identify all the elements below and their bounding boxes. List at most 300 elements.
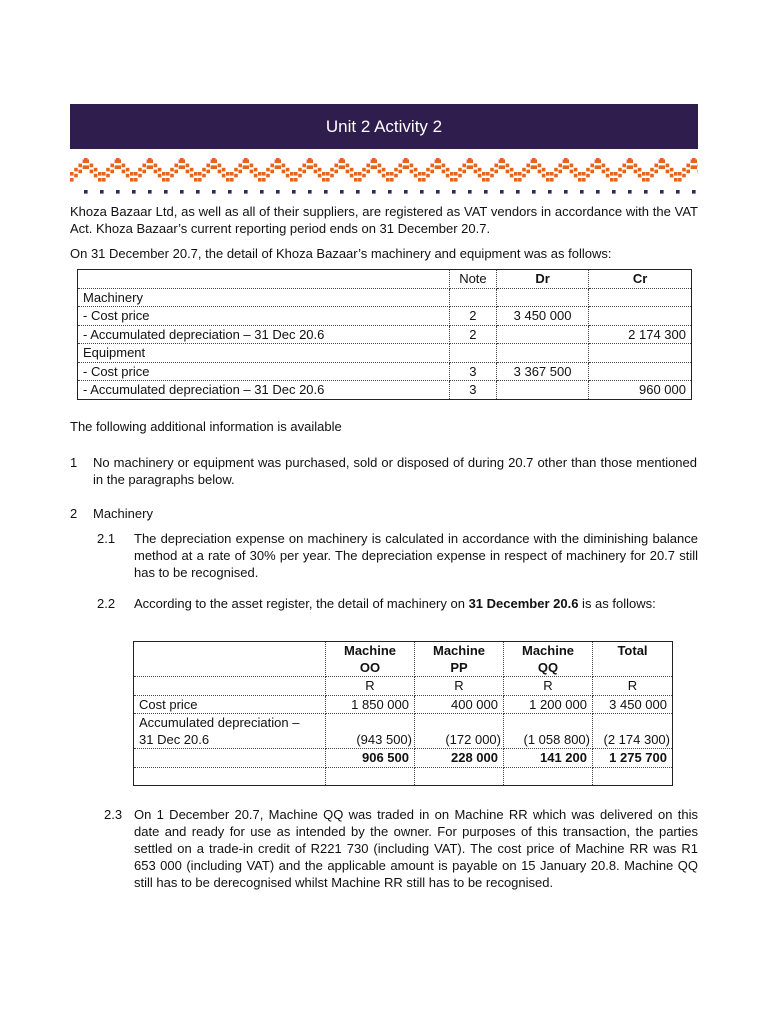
pattern-square (654, 170, 658, 174)
pattern-square (398, 170, 402, 174)
pattern-square (418, 172, 422, 176)
pattern-square (582, 178, 586, 182)
pattern-square (554, 174, 558, 178)
pattern-square (638, 168, 642, 172)
row-cr (589, 344, 692, 363)
item-2-2-date: 31 December 20.6 (468, 596, 579, 611)
pattern-square (362, 174, 366, 178)
pattern-square (90, 170, 94, 174)
pattern-square (558, 164, 562, 168)
pattern-square (286, 168, 290, 172)
pattern-square (330, 168, 334, 172)
pattern-square (222, 168, 226, 172)
pattern-square (622, 170, 626, 174)
pattern-square (334, 164, 338, 168)
pattern-square (570, 164, 574, 168)
pattern-square (678, 172, 682, 176)
pattern-square (490, 174, 494, 178)
pattern-square (468, 190, 472, 194)
pattern-square (526, 164, 530, 168)
pattern-square (78, 170, 82, 174)
pattern-square (290, 178, 294, 182)
pattern-square (102, 178, 106, 182)
pattern-square (486, 178, 490, 182)
pattern-square (622, 164, 626, 168)
pattern-square (270, 170, 274, 174)
pattern-square (258, 178, 262, 182)
pattern-square (404, 190, 408, 194)
pattern-square (282, 170, 286, 174)
pattern-square (318, 168, 322, 172)
row-dr: 3 367 500 (496, 362, 589, 381)
row-label: - Accumulated depreciation – 31 Dec 20.6 (78, 381, 450, 400)
pattern-square (532, 158, 536, 162)
item-2-text: Machinery (93, 506, 153, 521)
row-dr (496, 381, 589, 400)
pattern-square (546, 178, 550, 182)
pattern-square (436, 190, 440, 194)
pattern-square (174, 170, 178, 174)
pattern-square (644, 190, 648, 194)
pattern-square (390, 178, 394, 182)
table-header-row (78, 270, 692, 289)
pattern-square (378, 170, 382, 174)
pattern-square (132, 190, 136, 194)
pattern-square (222, 174, 226, 178)
pattern-square (500, 190, 504, 194)
pattern-square (538, 170, 542, 174)
pattern-square (693, 165, 697, 169)
pattern-square (314, 170, 318, 174)
pattern-square (266, 174, 270, 178)
pattern-square (180, 190, 184, 194)
pattern-square (85, 165, 89, 169)
pattern-square (116, 158, 120, 162)
pattern-square (228, 190, 232, 194)
pattern-square (532, 190, 536, 194)
pattern-square (506, 164, 510, 168)
pattern-square (514, 172, 518, 176)
pattern-square (198, 172, 202, 176)
pattern-square (70, 178, 74, 182)
table-row (78, 344, 692, 363)
pattern-square (469, 165, 473, 169)
pattern-square (148, 158, 152, 162)
pattern-square (258, 172, 262, 176)
pattern-square (234, 168, 238, 172)
pattern-square (614, 172, 618, 176)
pattern-square (262, 172, 266, 176)
pattern-square (661, 165, 665, 169)
pattern-square (170, 174, 174, 178)
pattern-square (516, 190, 520, 194)
pattern-square (462, 164, 466, 168)
table-row (78, 307, 692, 326)
pattern-square (629, 165, 633, 169)
pattern-square (642, 172, 646, 176)
pattern-square (314, 164, 318, 168)
pattern-square (390, 172, 394, 176)
pattern-square (238, 170, 242, 174)
pattern-square (340, 158, 344, 162)
pattern-square (194, 172, 198, 176)
pattern-square (606, 168, 610, 172)
cell-oo: 1 850 000 (326, 695, 415, 714)
pattern-square (218, 170, 222, 174)
unit-cell: R (593, 677, 673, 696)
pattern-square (682, 168, 686, 172)
pattern-square (100, 190, 104, 194)
additional-info-heading: The following additional information is available (70, 419, 342, 434)
pattern-square (292, 190, 296, 194)
pattern-square (437, 165, 441, 169)
pattern-square (142, 170, 146, 174)
pattern-square (564, 158, 568, 162)
pattern-square (634, 164, 638, 168)
pattern-square (628, 190, 632, 194)
decorative-border-pattern (70, 154, 698, 196)
pattern-square (574, 174, 578, 178)
pattern-square (670, 174, 674, 178)
pattern-square (510, 174, 514, 178)
pattern-square (181, 165, 185, 169)
pattern-square (564, 190, 568, 194)
total-header: Total (593, 642, 673, 677)
table-row (78, 362, 692, 381)
pattern-square (422, 172, 426, 176)
pattern-square (650, 174, 654, 178)
pattern-square (330, 174, 334, 178)
pattern-square (426, 168, 430, 172)
pattern-square (244, 190, 248, 194)
pattern-square (334, 170, 338, 174)
pattern-square (354, 178, 358, 182)
pattern-square (74, 174, 78, 178)
pattern-square (394, 168, 398, 172)
pattern-square (386, 172, 390, 176)
pattern-square (254, 168, 258, 172)
pattern-square (138, 174, 142, 178)
pattern-square (506, 170, 510, 174)
intro-paragraph-1: Khoza Bazaar Ltd, as well as all of their suppliers, are registered as VAT vendors in accordance with the VAT Act. Khoza Bazaar’s current reporting period ends on 31 December 20.7. (70, 204, 698, 236)
pattern-square (430, 170, 434, 174)
pattern-square (522, 174, 526, 178)
pattern-square (154, 170, 158, 174)
pattern-square (660, 190, 664, 194)
pattern-square (670, 168, 674, 172)
machinery-asset-register-table (133, 641, 673, 786)
pattern-square (149, 165, 153, 169)
pattern-square (102, 172, 106, 176)
machine-qq-header: Machine QQ (504, 642, 593, 677)
pattern-square (84, 190, 88, 194)
item-number: 2.1 (97, 531, 116, 546)
pattern-square (414, 174, 418, 178)
row-dr (496, 344, 589, 363)
pattern-square (590, 170, 594, 174)
pattern-square (138, 168, 142, 172)
item-2-2-text (134, 595, 698, 612)
pattern-square (674, 172, 678, 176)
pattern-square (454, 172, 458, 176)
cell-pp: 228 000 (415, 749, 504, 768)
pattern-square (533, 165, 537, 169)
pattern-square (446, 168, 450, 172)
pattern-square (190, 168, 194, 172)
pattern-square (202, 168, 206, 172)
pattern-square (442, 170, 446, 174)
row-cr (589, 307, 692, 326)
pattern-square (574, 168, 578, 172)
row-note: 3 (450, 381, 497, 400)
pattern-square (358, 172, 362, 176)
pattern-square (202, 174, 206, 178)
pattern-square (414, 168, 418, 172)
pattern-square (286, 174, 290, 178)
pattern-square (548, 190, 552, 194)
machine-pp-header: Machine PP (415, 642, 504, 677)
cell-qq: 141 200 (504, 749, 593, 768)
note-header: Note (450, 270, 497, 289)
pattern-square (162, 178, 166, 182)
machine-oo-header: Machine OO (326, 642, 415, 677)
pattern-square (90, 164, 94, 168)
pattern-square (213, 165, 217, 169)
pattern-square (654, 164, 658, 168)
pattern-square (522, 168, 526, 172)
pattern-square (570, 170, 574, 174)
pattern-square (501, 165, 505, 169)
pattern-square (322, 172, 326, 176)
pattern-square (186, 164, 190, 168)
pattern-square (550, 178, 554, 182)
pattern-square (356, 190, 360, 194)
pattern-square (260, 190, 264, 194)
row-note (450, 344, 497, 363)
item-number: 2 (70, 506, 78, 521)
pattern-square (250, 170, 254, 174)
cell-pp: (172 000) (415, 714, 504, 749)
pattern-square (134, 178, 138, 182)
row-label: Cost price (134, 695, 326, 714)
pattern-square (162, 172, 166, 176)
pattern-square (692, 190, 696, 194)
units-row (134, 677, 673, 696)
pattern-square (302, 164, 306, 168)
pattern-square (418, 178, 422, 182)
pattern-square (550, 172, 554, 176)
pattern-square (436, 158, 440, 162)
row-dr (496, 325, 589, 344)
pattern-square (174, 164, 178, 168)
pattern-square (322, 178, 326, 182)
pattern-square (122, 164, 126, 168)
pattern-square (546, 172, 550, 176)
item-2-1-text: The depreciation expense on machinery is calculated in accordance with the diminishing balance method at a rate of 30% per year. The depreciation expense in respect of machinery for 20.7 still has to be recognised. (134, 531, 698, 580)
pattern-square (110, 170, 114, 174)
pattern-square (277, 165, 281, 169)
pattern-square (294, 178, 298, 182)
pattern-square (458, 174, 462, 178)
pattern-square (494, 164, 498, 168)
pattern-square (78, 164, 82, 168)
pattern-square (686, 164, 690, 168)
pattern-square (597, 165, 601, 169)
pattern-square (106, 168, 110, 172)
pattern-square (270, 164, 274, 168)
pattern-square (226, 172, 230, 176)
pattern-square (196, 190, 200, 194)
cell-pp: 400 000 (415, 695, 504, 714)
pattern-square (474, 164, 478, 168)
item-number: 2.2 (97, 596, 116, 611)
pattern-square (294, 172, 298, 176)
pattern-square (596, 158, 600, 162)
pattern-square (682, 174, 686, 178)
pattern-square (234, 174, 238, 178)
pattern-square (126, 174, 130, 178)
pattern-square (116, 190, 120, 194)
pattern-square (404, 158, 408, 162)
pattern-square (474, 170, 478, 174)
pattern-square (302, 170, 306, 174)
pattern-square (324, 190, 328, 194)
pattern-square (442, 164, 446, 168)
row-cr: 960 000 (639, 382, 686, 398)
pattern-square (318, 174, 322, 178)
row-label: - Accumulated depreciation – 31 Dec 20.6 (78, 325, 450, 344)
dr-header: Dr (496, 270, 589, 289)
pattern-square (84, 158, 88, 162)
pattern-square (382, 174, 386, 178)
banner-title: Unit 2 Activity 2 (325, 116, 443, 136)
pattern-square (458, 168, 462, 172)
pattern-square (478, 168, 482, 172)
pattern-square (580, 190, 584, 194)
pattern-square (350, 174, 354, 178)
pattern-square (308, 190, 312, 194)
pattern-square (586, 174, 590, 178)
pattern-square (634, 170, 638, 174)
pattern-square (614, 178, 618, 182)
table-header-row (134, 642, 673, 677)
pattern-square (638, 174, 642, 178)
pattern-square (612, 190, 616, 194)
item-2-2-text-end: is as follows: (578, 596, 656, 611)
pattern-square (94, 168, 98, 172)
pattern-square (650, 168, 654, 172)
pattern-square (326, 178, 330, 182)
pattern-square (366, 170, 370, 174)
pattern-square (674, 178, 678, 182)
pattern-square (586, 168, 590, 172)
pattern-square (478, 174, 482, 178)
pattern-square (148, 190, 152, 194)
title-banner (70, 104, 698, 149)
row-note (450, 288, 497, 307)
row-cr: 2 174 300 (589, 325, 692, 344)
pattern-square (276, 190, 280, 194)
pattern-square (130, 178, 134, 182)
pattern-square (486, 172, 490, 176)
pattern-square (346, 170, 350, 174)
cell-total: (2 174 300) (593, 714, 673, 749)
pattern-square (538, 164, 542, 168)
pattern-square (190, 174, 194, 178)
cell-oo: 906 500 (326, 749, 415, 768)
pattern-square (692, 158, 696, 162)
pattern-square (602, 170, 606, 174)
pattern-square (596, 190, 600, 194)
pattern-square (450, 178, 454, 182)
pattern-square (254, 174, 258, 178)
pattern-square (518, 172, 522, 176)
pattern-square (446, 174, 450, 178)
pattern-square (340, 190, 344, 194)
pattern-square (358, 178, 362, 182)
pattern-square (230, 178, 234, 182)
pattern-square (430, 164, 434, 168)
cell-qq: (1 058 800) (504, 714, 593, 749)
cell-total: 3 450 000 (593, 695, 673, 714)
row-cr (589, 362, 692, 381)
row-dr: 3 450 000 (496, 307, 589, 326)
machinery-equipment-table (77, 269, 692, 400)
pattern-square (110, 164, 114, 168)
pattern-square (378, 164, 382, 168)
unit-cell: R (326, 677, 415, 696)
pattern-square (678, 178, 682, 182)
item-2-2-text-start: According to the asset register, the detail of machinery on (134, 596, 469, 611)
item-number: 1 (70, 455, 78, 470)
pattern-square (410, 164, 414, 168)
pattern-square (290, 172, 294, 176)
pattern-square (245, 165, 249, 169)
pattern-square (602, 164, 606, 168)
pattern-square (582, 172, 586, 176)
pattern-square (117, 165, 121, 169)
accumulated-depreciation-row (134, 714, 673, 749)
pattern-square (422, 178, 426, 182)
pattern-square (262, 178, 266, 182)
pattern-square (350, 168, 354, 172)
cell-oo: (943 500) (326, 714, 415, 749)
pattern-square (98, 178, 102, 182)
intro-paragraph-2: On 31 December 20.7, the detail of Khoza Bazaar’s machinery and equipment was as follows: (70, 246, 612, 261)
pattern-square (450, 172, 454, 176)
pattern-square (490, 168, 494, 172)
pattern-square (170, 168, 174, 172)
pattern-square (266, 168, 270, 172)
pattern-square (326, 172, 330, 176)
pattern-square (98, 172, 102, 176)
cell-total: 1 275 700 (593, 749, 673, 768)
pattern-square (590, 164, 594, 168)
pattern-square (666, 170, 670, 174)
pattern-square (686, 170, 690, 174)
pattern-square (558, 170, 562, 174)
pattern-square (618, 168, 622, 172)
pattern-square (484, 190, 488, 194)
pattern-square (308, 158, 312, 162)
unit-cell: R (504, 677, 593, 696)
pattern-square (362, 168, 366, 172)
carrying-amount-row (134, 749, 673, 768)
pattern-square (250, 164, 254, 168)
row-label: Equipment (78, 344, 450, 363)
pattern-square (142, 164, 146, 168)
pattern-square (230, 172, 234, 176)
